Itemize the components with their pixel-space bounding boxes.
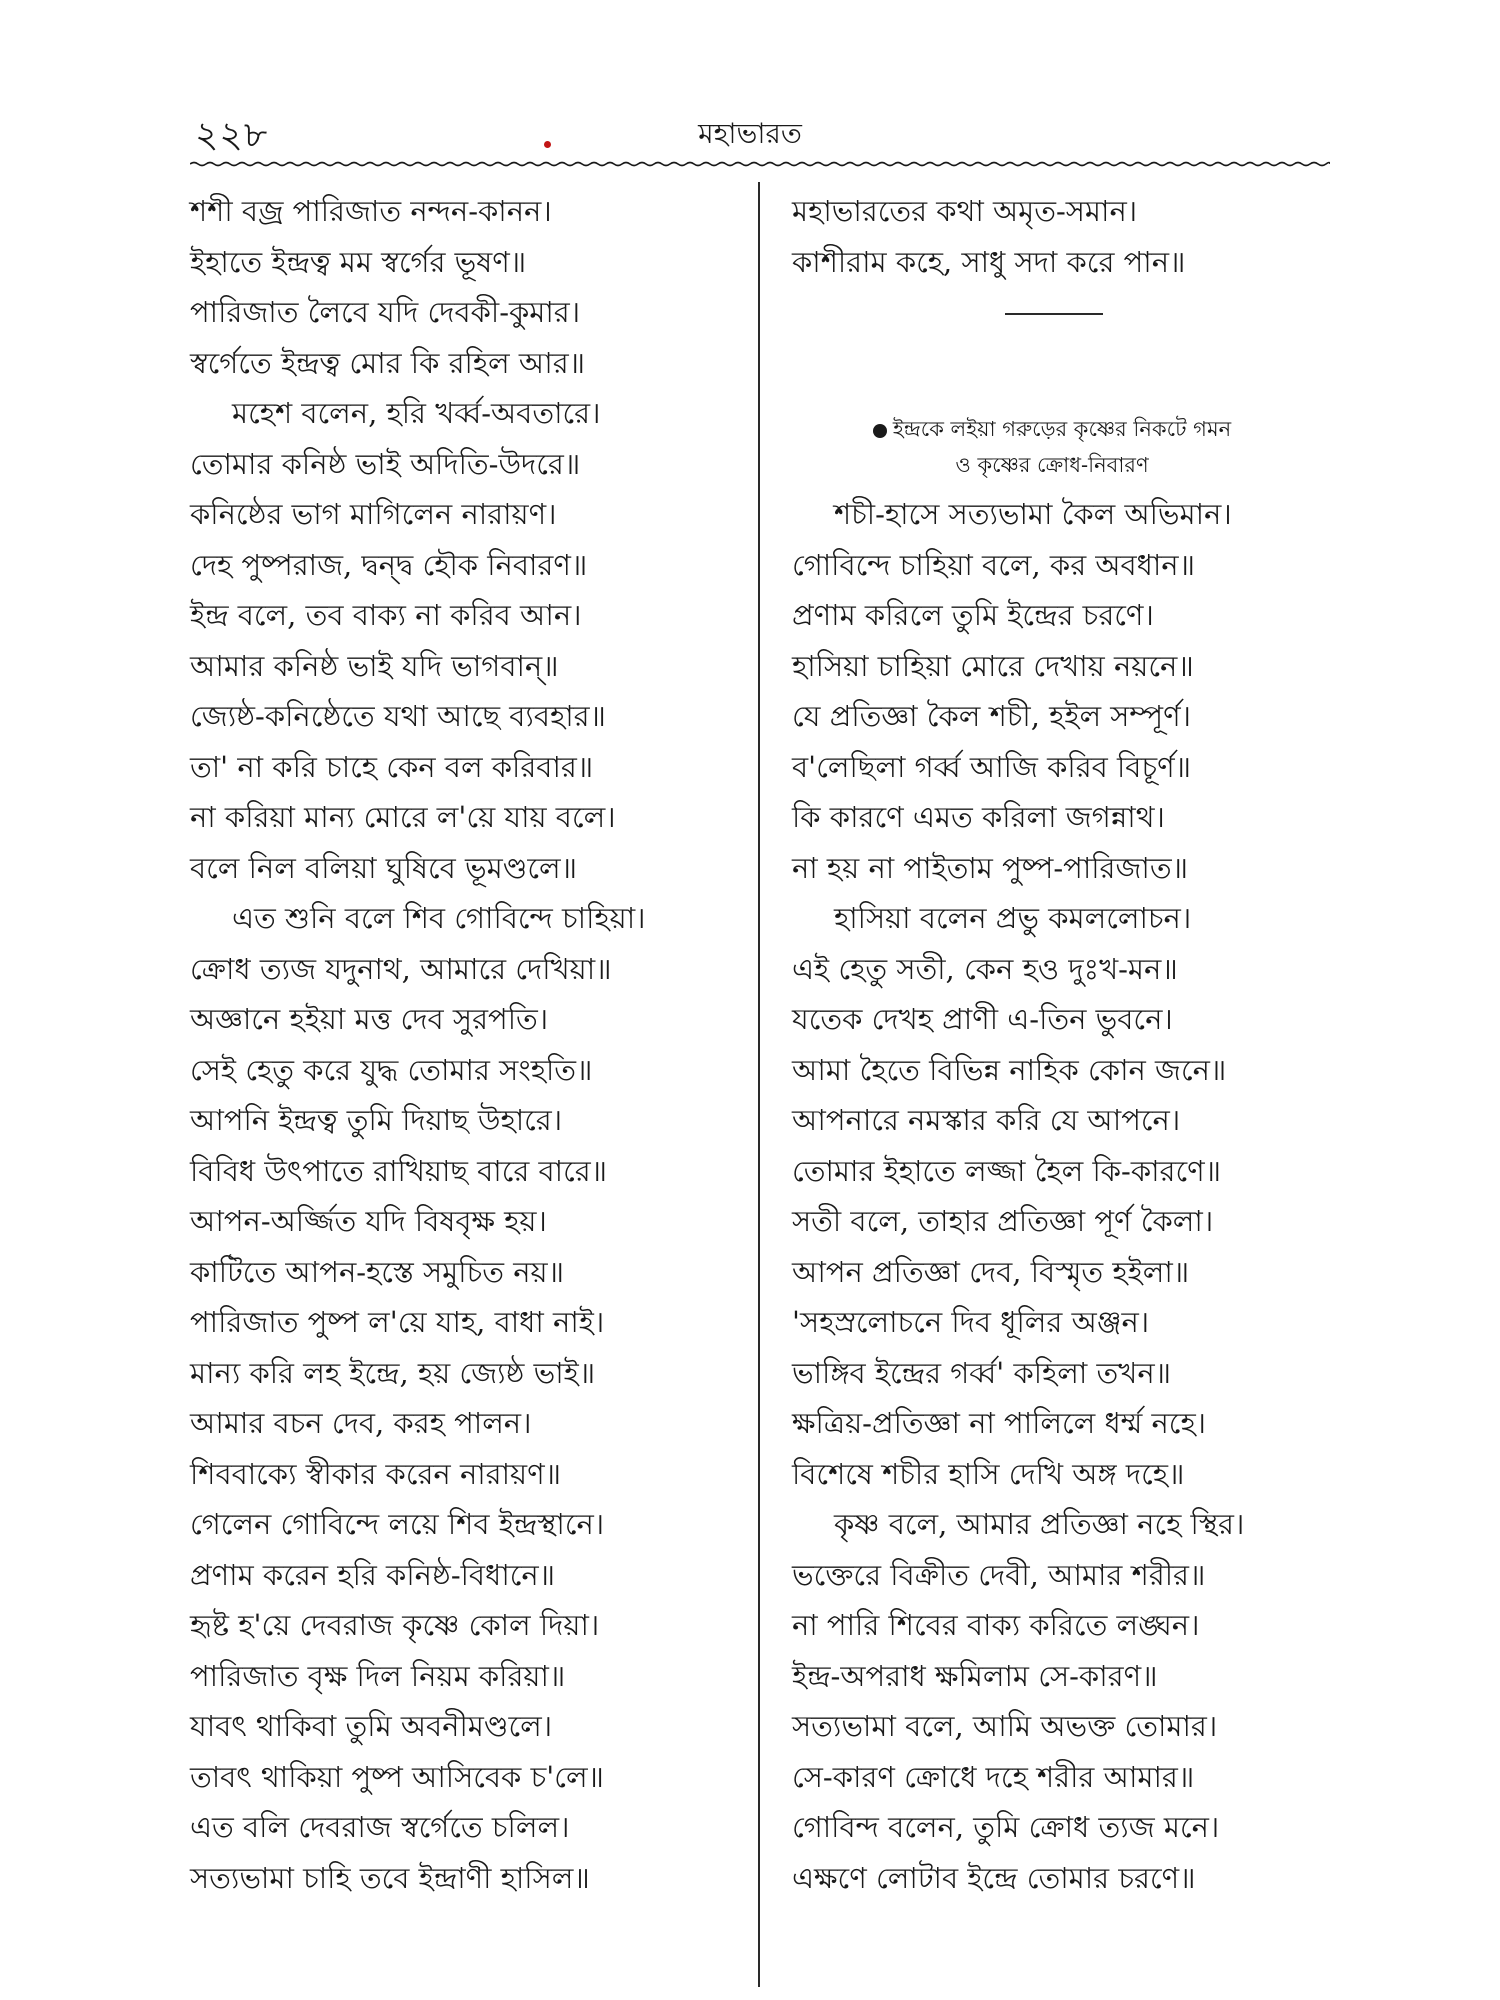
- verse-line: গোবিন্দ বলেন, তুমি ক্রোধ ত্যজ মনে।: [792, 1810, 1220, 1844]
- verse-line: না করিয়া মান্য মোরে ল'য়ে যায় বলে।: [190, 800, 616, 834]
- verse-line: অজ্ঞানে হইয়া মত্ত দেব সুরপতি।: [190, 1002, 549, 1036]
- verse-line: আপনি ইন্দ্রত্ব তুমি দিয়াছ উহারে।: [190, 1103, 563, 1137]
- verse-line: ইহাতে ইন্দ্রত্ব মম স্বর্গের ভূষণ॥: [190, 244, 527, 279]
- verse-line: সে-কারণ ক্রোধে দহে শরীর আমার॥: [792, 1759, 1195, 1794]
- column-divider: [758, 182, 760, 1987]
- verse-line: এত শুনি বলে শিব গোবিন্দে চাহিয়া।: [232, 901, 646, 935]
- verse-line: গেলেন গোবিন্দে লয়ে শিব ইন্দ্রস্থানে।: [190, 1507, 605, 1541]
- verse-line: না পারি শিবের বাক্য করিতে লঙ্ঘন।: [792, 1608, 1200, 1642]
- verse-line: কনিষ্ঠের ভাগ মাগিলেন নারায়ণ।: [190, 497, 557, 531]
- verse-line: দেহ পুষ্পরাজ, দ্বন্দ্ব হৌক নিবারণ॥: [190, 547, 588, 582]
- verse-line: পারিজাত লৈবে যদি দেবকী-কুমার।: [190, 295, 581, 329]
- verse-line: মান্য করি লহ ইন্দ্রে, হয় জ্যেষ্ঠ ভাই॥: [190, 1355, 596, 1390]
- bullet-icon: [873, 424, 887, 438]
- verse-line: তোমার ইহাতে লজ্জা হৈল কি-কারণে॥: [792, 1153, 1222, 1188]
- verse-line: প্রণাম করেন হরি কনিষ্ঠ-বিধানে॥: [190, 1557, 556, 1592]
- verse-line: আমার কনিষ্ঠ ভাই যদি ভাগবান্॥: [190, 648, 559, 683]
- verse-line: প্রণাম করিলে তুমি ইন্দ্রের চরণে।: [792, 598, 1154, 632]
- verse-line: যে প্রতিজ্ঞা কৈল শচী, হইল সম্পূর্ণ।: [792, 699, 1191, 733]
- verse-line: তোমার কনিষ্ঠ ভাই অদিতি-উদরে॥: [190, 446, 581, 481]
- verse-line: শশী বজ্র পারিজাত নন্দন-কানন।: [190, 194, 552, 228]
- right-verses: [792, 489, 1312, 1903]
- verse-line: আপন-অর্জ্জিত যদি বিষবৃক্ষ হয়।: [190, 1204, 547, 1238]
- section-heading-line-2: ও কৃষ্ণের ক্রোধ-নিবারণ: [955, 453, 1149, 477]
- verse-line: হাসিয়া বলেন প্রভু কমললোচন।: [834, 901, 1192, 935]
- chapter-end-rule: [1005, 313, 1103, 315]
- verse-line: যতেক দেখহ প্রাণী এ-তিন ভুবনে।: [792, 1002, 1173, 1036]
- verse-line: কি কারণে এমত করিলা জগন্নাথ।: [792, 800, 1165, 834]
- ink-dot: [544, 141, 551, 148]
- verse-line: যাবৎ থাকিবা তুমি অবনীমণ্ডলে।: [190, 1709, 553, 1743]
- verse-line: ইন্দ্র বলে, তব বাক্য না করিব আন।: [190, 598, 582, 632]
- verse-line: সত্যভামা বলে, আমি অভক্ত তোমার।: [792, 1709, 1218, 1743]
- verse-line: ইন্দ্র-অপরাধ ক্ষমিলাম সে-কারণ॥: [792, 1658, 1158, 1693]
- verse-line: শিববাক্যে স্বীকার করেন নারায়ণ॥: [190, 1456, 562, 1491]
- verse-line: এত বলি দেবরাজ স্বর্গেতে চলিল।: [190, 1810, 570, 1844]
- verse-line: তা' না করি চাহে কেন বল করিবার॥: [190, 749, 594, 784]
- left-column: [190, 186, 745, 1903]
- verse-line: আপনারে নমস্কার করি যে আপনে।: [792, 1103, 1181, 1137]
- section-heading-line-1: ইন্দ্রকে লইয়া গরুড়ের কৃষ্ণের নিকটে গমন: [892, 417, 1232, 441]
- verse-line: হৃষ্ট হ'য়ে দেবরাজ কৃষ্ণে কোল দিয়া।: [190, 1608, 600, 1642]
- verse-line: ক্ষত্রিয়-প্রতিজ্ঞা না পালিলে ধর্ম্ম নহে।: [792, 1406, 1207, 1440]
- verse-line: পারিজাত পুষ্প ল'য়ে যাহ, বাধা নাই।: [190, 1305, 605, 1339]
- verse-line: জ্যেষ্ঠ-কনিষ্ঠেতে যথা আছে ব্যবহার॥: [190, 699, 606, 733]
- verse-line: ক্রোধ ত্যজ যদুনাথ, আমারে দেখিয়া॥: [190, 951, 612, 986]
- verse-line: ভক্তেরে বিক্রীত দেবী, আমার শরীর॥: [792, 1557, 1206, 1592]
- verse-line: বিবিধ উৎপাতে রাখিয়াছ বারে বারে॥: [190, 1153, 608, 1188]
- verse-line: এই হেতু সতী, কেন হও দুঃখ-মন॥: [792, 951, 1178, 986]
- verse-line: তাবৎ থাকিয়া পুষ্প আসিবেক চ'লে॥: [190, 1759, 604, 1794]
- verse-line: কাশীরাম কহে, সাধু সদা করে পান॥: [792, 244, 1186, 279]
- verse-line: আপন প্রতিজ্ঞা দেব, বিস্মৃত হইলা॥: [792, 1254, 1190, 1289]
- right-column: [792, 186, 1312, 1903]
- verse-line: সত্যভামা চাহি তবে ইন্দ্রাণী হাসিল॥: [190, 1860, 590, 1895]
- running-header-title: মহাভারত: [698, 117, 802, 150]
- verse-line: স্বর্গেতে ইন্দ্রত্ব মোর কি রহিল আর॥: [190, 345, 586, 380]
- page-number: ২২৮: [195, 115, 269, 156]
- verse-line: না হয় না পাইতাম পুষ্প-পারিজাত॥: [792, 850, 1188, 885]
- verse-line: হাসিয়া চাহিয়া মোরে দেখায় নয়নে॥: [792, 648, 1194, 683]
- verse-line: বিশেষে শচীর হাসি দেখি অঙ্গ দহে॥: [792, 1456, 1185, 1491]
- verse-line: সেই হেতু করে যুদ্ধ তোমার সংহতি॥: [190, 1052, 593, 1087]
- section-heading: [792, 411, 1312, 483]
- verse-line: এক্ষণে লোটাব ইন্দ্রে তোমার চরণে॥: [792, 1860, 1196, 1895]
- verse-line: মহাভারতের কথা অমৃত-সমান।: [792, 194, 1138, 228]
- verse-line: বলে নিল বলিয়া ঘুষিবে ভূমণ্ডলে॥: [190, 850, 577, 885]
- verse-line: শচী-হাসে সত্যভামা কৈল অভিমান।: [834, 497, 1232, 531]
- verse-line: সতী বলে, তাহার প্রতিজ্ঞা পূর্ণ কৈলা।: [792, 1204, 1214, 1238]
- verse-line: কাটিতে আপন-হস্তে সমুচিত নয়॥: [190, 1254, 564, 1289]
- verse-line: গোবিন্দে চাহিয়া বলে, কর অবধান॥: [792, 547, 1195, 582]
- header-wavy-rule: [190, 161, 1330, 167]
- verse-line: ব'লেছিলা গর্ব্ব আজি করিব বিচূর্ণ॥: [792, 749, 1192, 784]
- verse-line: আমা হৈতে বিভিন্ন নাহিক কোন জনে॥: [792, 1052, 1227, 1087]
- verse-line: ভাঙ্গিব ইন্দ্রের গর্ব্ব' কহিলা তখন॥: [792, 1355, 1172, 1390]
- verse-line: মহেশ বলেন, হরি খর্ব্ব-অবতারে।: [232, 396, 601, 430]
- verse-line: 'সহস্রলোচনে দিব ধূলির অঞ্জন।: [792, 1305, 1150, 1339]
- verse-line: কৃষ্ণ বলে, আমার প্রতিজ্ঞা নহে স্থির।: [834, 1507, 1245, 1541]
- verse-line: পারিজাত বৃক্ষ দিল নিয়ম করিয়া॥: [190, 1658, 566, 1693]
- verse-line: আমার বচন দেব, করহ পালন।: [190, 1406, 532, 1440]
